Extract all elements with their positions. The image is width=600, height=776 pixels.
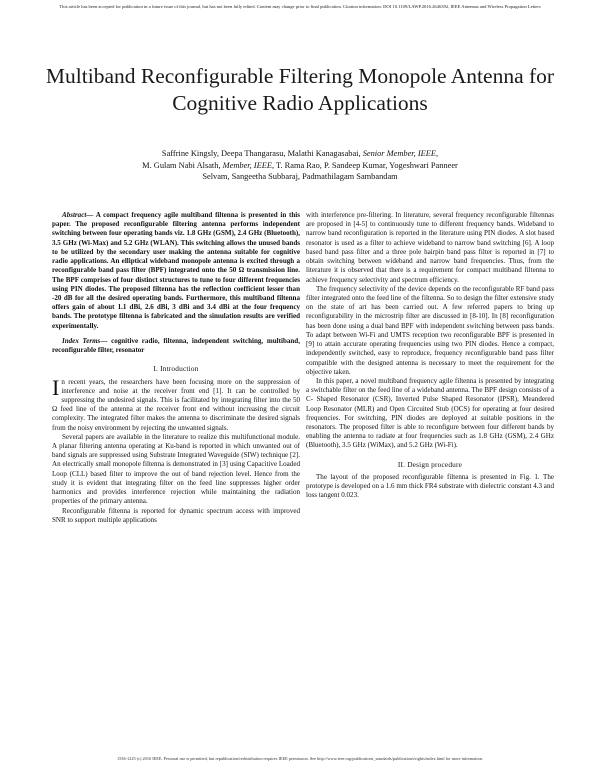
author-text: , T. Rama Rao, P. Sandeep Kumar, Yogeshwari Panneer	[271, 160, 458, 170]
right-paragraph-3: In this paper, a novel multiband frequency agile filtenna is presented by integrating a switchable filter on the feed line of a wideband antenna. The BPF design consists of a C- Shaped Resonator (CSR), Inverted Pulse Shaped Resonator (IPSR), Meandered Loop Resonator (MLR) and Open Circuited Stub (OCS) for operating at four desired frequencies. For switching, PIN diodes are deployed at suitable positions in the resonators. The proposed filter is able to reconfigure between four different bands by enabling the antenna to radiate at four frequencies such as 1.8 GHz (GSM), 2.4 GHz (Bluetooth), 3.5 GHz (WiMax), and 5.2 GHz (Wi-Fi).	[306, 376, 554, 450]
abstract-label: Abstract	[62, 211, 87, 219]
author-membership: Senior Member, IEEE	[362, 149, 436, 158]
intro-paragraph-2: Several papers are available in the literature to realize this multifunctional module. A planar filtering antenna operating at Ku-band is reported in which unwanted out of band signals are suppressed using Substrate Integrated Waveguide (SIW) technique [2]. An electrically small monopole filtenna is demonstrated in [3] using Capacitive Loaded Loop (CLL) based filter to improve the out of band rejection level. Hence from the study it is evident that integrating filter on the feed line suppresses higher order harmonics and provides interference rejection while maintaining the radiation properties of the primary antenna.	[52, 432, 300, 506]
copyright-footer: 1536-1225 (c) 2016 IEEE. Personal use is permitted, but republication/redistribution requires IEEE permission. See http://www.ieee.org/publications_standards/publications/rights/index.html for more information.	[117, 756, 483, 761]
left-column	[52, 211, 300, 525]
right-column	[306, 211, 554, 501]
right-paragraph-2: The frequency selectivity of the device depends on the reconfigurable RF band pass filter integrated onto the feed line of the filtenna. So to design the filter extensive study on the state of art has been carried out. A few referred papers to bring up reconfigurability in the microstrip filter are discussed in [8-10]. In [8] reconfiguration has been done using a dual band BPF with independent switching between pass bands. To adapt between Wi-Fi and UMTS reception two reconfigurable BPF is presented in [9] to attain accurate operating frequencies using two PIN diodes. Hence a compact, independently switched, easy to reproduce, frequency reconfigurable band pass filter compatible with the designed antenna is necessary to meet the requirement for the objective taken.	[306, 284, 554, 376]
author-text: M. Gulam Nabi Alsath,	[142, 160, 223, 170]
index-terms-text: — cognitive radio, filtenna, independent switching, multiband, reconfigurable filter, resonator	[52, 336, 300, 355]
right-paragraph-4: The layout of the proposed reconfigurable filtenna is presented in Fig. 1. The prototype is developed on a 1.6 mm thick FR4 substrate with dielectric constant 4.3 and loss tangent 0.023.	[306, 472, 554, 500]
intro-paragraph-1	[52, 374, 300, 433]
index-terms	[52, 337, 300, 355]
section-heading-design: II. Design procedure	[397, 459, 463, 469]
paragraph-text: n recent years, the researchers have been focusing more on the suppression of interference and noise at the receiver front end [1]. It can be controlled by suppressing the undesired signals. This is facilitated by integrating filter into the 50 Ω feed line of the antenna at the receiver front end without increasing the circuit complexity. The integrated filter makes the antenna to discriminate the desired signals from the noisy environment by rejecting the unwanted signals.	[52, 377, 300, 432]
paper-title: Multiband Reconfigurable Filtering Monopole Antenna for Cognitive Radio Applications	[45, 64, 555, 115]
author-list	[60, 148, 540, 183]
intro-paragraph-3: Reconfigurable filtenna is reported for dynamic spectrum access with improved SNR to support multiple applications	[52, 506, 300, 524]
right-paragraph-1: with interference pre-filtering. In literature, several frequency reconfigurable filtennas are proposed in [4-5] to continuously tune to different frequency bands. Wideband to narrow band reconfiguration is reported in the literature using PIN diodes. A slot based resonator is used as a filter to achieve wideband to narrow band switching [6]. A loop based band pass filter and a three pole hairpin band pass filter is reported in [7] to obtain switching between wideband and narrow band frequencies. Thus, from the literature it is observed that there is a requirement for compact multiband filtenna to achieve frequency selectivity and spectrum efficiency.	[306, 211, 554, 284]
author-text: Saffrine Kingsly, Deepa Thangarasu, Malathi Kanagasabai,	[161, 149, 363, 158]
abstract	[52, 211, 300, 331]
author-text: ,	[435, 149, 439, 158]
author-membership: Member, IEEE	[222, 160, 272, 170]
author-line-2	[60, 160, 540, 172]
index-terms-label: Index Terms	[62, 336, 101, 345]
section-heading-introduction: I. Introduction	[153, 364, 199, 374]
author-line-3: Selvam, Sangeetha Subbaraj, Padmathilagam Sambandam	[202, 172, 398, 182]
author-line-1	[60, 148, 540, 160]
abstract-text: — A compact frequency agile multiband filtenna is presented in this paper. The proposed reconfigurable filtering antenna performs independent switching between four operating bands viz. 1.8 GHz (GSM), 2.4 GHz (Bluetooth), 3.5 GHz (Wi-Max) and 5.2 GHz (WLAN). This switching allows the unused bands to be utilized by the secondary user making the antenna suitable for cognitive radio applications. An elliptical wideband monopole antenna is excited through a reconfigurable band pass filter (BPF) integrated onto the 50 Ω transmission line. The BPF comprises of four distinct structures to tune to four different frequencies using PIN diodes. The proposed filtenna has the reflection coefficient lesser than -20 dB for all the desired operating bands. Furthermore, this multiband filtenna offers gain of about 1.1 dBi, 2.6 dBi, 3 dBi and 3.4 dBi at the four frequency bands. The prototype filtenna is fabricated and the simulation results are verified experimentally.	[52, 211, 300, 330]
journal-header-note: This article has been accepted for publication in a future issue of this journal, but has not been fully edited. Content may change prior to final publication. Citation information: DOI 10.1109/LAWP.2016.2646392, IEEE Antennas and Wireless Propagation Letters	[59, 4, 541, 9]
drop-cap: I	[52, 374, 60, 400]
